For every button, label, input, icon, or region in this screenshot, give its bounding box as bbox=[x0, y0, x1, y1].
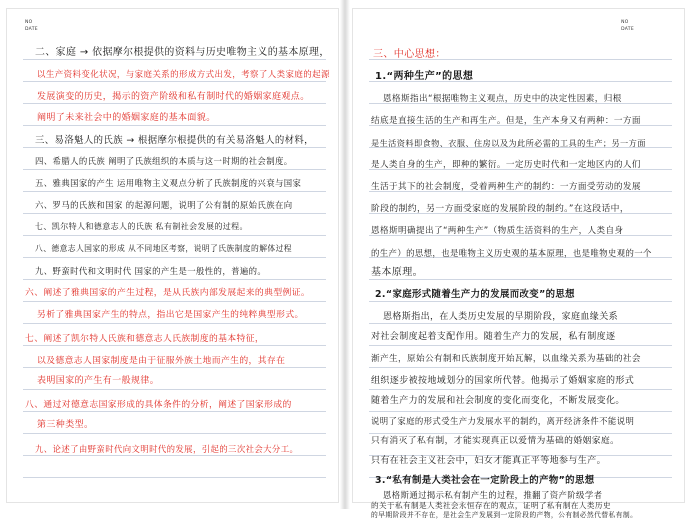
note-line: 以生产资料变化状况，与家庭关系的形成方式出发，考察了人类家庭的起源 bbox=[37, 70, 330, 80]
note-line: 七、凯尔特人和德意志人的氏族 私有制社会发展的过程。 bbox=[35, 222, 248, 231]
right-notebook-page bbox=[352, 8, 685, 519]
note-line: 只有消灭了私有制，才能实现真正以爱情为基础的婚姻家庭。 bbox=[371, 436, 620, 446]
note-line: 基本原理。 bbox=[371, 267, 423, 278]
note-line: 表明国家的产生有一般规律。 bbox=[37, 376, 160, 386]
note-line: 生活于其下的社会制度，受着两种生产的制约：一方面受劳动的发展 bbox=[371, 182, 641, 192]
note-line: 二、家庭 → 依据摩尔根提供的资料与历史唯物主义的基本原理， bbox=[35, 47, 330, 58]
note-line: 阶段的制约，另一方面受家庭的发展阶段的制约。”在这段话中， bbox=[371, 204, 630, 214]
note-line: 四、希腊人的氏族 阐明了氏族组织的本质与这一时期的社会制度。 bbox=[35, 156, 293, 166]
note-line: 对社会制度起着支配作用。随着生产力的发展，私有制度逐 bbox=[371, 332, 616, 342]
note-line: 另析了雅典国家产生的特点，指出它是国家产生的纯粹典型形式。 bbox=[37, 310, 304, 320]
no-label: NO bbox=[25, 20, 33, 25]
note-line: 恩格斯明确提出了“两种生产”（物质生活资料的生产，人类自身 bbox=[371, 226, 624, 236]
note-line: 以及德意志人国家制度是由于征服外族土地而产生的，其存在 bbox=[37, 356, 286, 366]
note-line: 八、通过对德意志国家形成的具体条件的分析，阐述了国家形成的 bbox=[25, 400, 292, 410]
date-label: DATE bbox=[25, 27, 38, 32]
note-line: 六、阐述了雅典国家的产生过程，是从氏族内部发展起来的典型例证。 bbox=[25, 288, 311, 298]
note-line: 九、论述了由野蛮时代向文明时代的发展，引起的三次社会大分工。 bbox=[35, 444, 299, 454]
note-line: 第三种类型。 bbox=[37, 420, 94, 430]
no-label: NO bbox=[621, 20, 629, 25]
note-line: 恩格斯通过揭示私有制产生的过程，推翻了资产阶级学者 bbox=[383, 490, 603, 500]
subsection-title: 1.“两种生产”的思想 bbox=[375, 71, 474, 82]
note-line: 随着生产力的发展和社会制度的变化而变化，不断发展变化。 bbox=[371, 396, 625, 406]
note-line: 渐产生，原始公有制和氏族制度开始瓦解，以血缘关系为基础的社会 bbox=[371, 354, 641, 364]
note-line: 恩格斯指出，在人类历史发展的早期阶段，家庭血缘关系 bbox=[383, 312, 619, 322]
section-title: 三、中心思想： bbox=[373, 49, 446, 60]
subsection-title: 3.“私有制是人类社会在一定阶段上的产物”的思想 bbox=[375, 475, 595, 486]
note-line: 的生产）的思想，也是唯物主义历史观的基本原理，也是唯物史观的一个 bbox=[371, 248, 652, 258]
date-label: DATE bbox=[621, 27, 634, 32]
note-line: 组织逐步被按地域划分的国家所代替。他揭示了婚姻家庭的形式 bbox=[371, 376, 635, 386]
note-line: 九、野蛮时代和文明时代 国家的产生是一般性的，普遍的。 bbox=[35, 266, 267, 276]
note-line: 八、德意志人国家的形成 从不同地区考察，说明了氏族制度的解体过程 bbox=[35, 244, 292, 253]
note-line: 是生活资料即食物、衣服、住房以及为此所必需的工具的生产；另一方面 bbox=[371, 138, 646, 148]
note-line: 是人类自身的生产，即种的繁衍。一定历史时代和一定地区内的人们 bbox=[371, 160, 641, 170]
note-line: 发展演变的历史，揭示的资产阶级和私有制时代的婚姻家庭观点。 bbox=[37, 92, 310, 102]
note-line: 的早期阶段并不存在，是社会生产发展到一定阶段的产物，公有制必然代替私有制。 bbox=[371, 511, 638, 519]
note-line: 只有在社会主义社会中，妇女才能真正平等地参与生产。 bbox=[371, 456, 607, 466]
book-gutter bbox=[340, 0, 350, 509]
note-line: 三、易洛魁人的氏族 → 根据摩尔根提供的有关易洛魁人的材料， bbox=[35, 135, 314, 146]
left-page-header bbox=[25, 19, 38, 33]
note-line: 说明了家庭的形式受生产力发展水平的制约，离开经济条件不能说明 bbox=[371, 416, 635, 426]
note-line: 六、罗马的氏族和国家 的起源问题，说明了公有制的原始氏族在向 bbox=[35, 200, 293, 210]
note-line: 恩格斯指出“根据唯物主义观点，历史中的决定性因素，归根 bbox=[383, 94, 622, 104]
note-line: 的关于私有制是人类社会永恒存在的观点，证明了私有制在人类历史 bbox=[371, 501, 611, 510]
note-line: 结底是直接生活的生产和再生产。但是，生产本身又有两种：一方面 bbox=[371, 116, 641, 126]
note-line: 七、阐述了凯尔特人氏族和德意志人氏族制度的基本特征， bbox=[25, 334, 265, 344]
right-page-header bbox=[621, 19, 634, 33]
note-line: 阐明了未来社会中的婚姻家庭的基本面貌。 bbox=[37, 113, 216, 123]
subsection-title: 2.“家庭形式随着生产力的发展而改变”的思想 bbox=[375, 289, 575, 300]
note-line: 五、雅典国家的产生 运用唯物主义观点分析了氏族制度的兴衰与国家 bbox=[35, 178, 302, 188]
left-notebook-page bbox=[6, 8, 339, 503]
